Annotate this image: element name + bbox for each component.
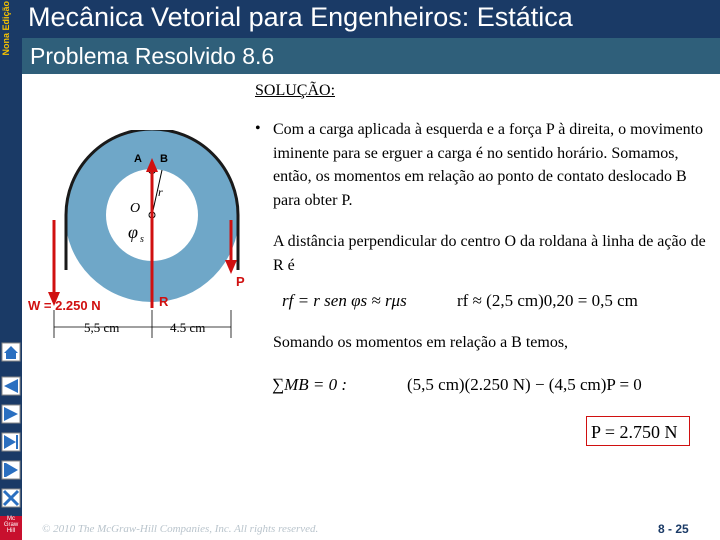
home-icon[interactable] [1, 342, 21, 362]
force-p-arrowhead [225, 260, 237, 274]
subheader-bar [22, 38, 720, 74]
friction-radius-equation [262, 282, 702, 316]
label-r: r [158, 185, 163, 199]
page-number: 8 - 25 [658, 522, 689, 536]
label-o: O [130, 201, 141, 216]
first-page-icon[interactable] [1, 376, 21, 396]
copyright-text: © 2010 The McGraw-Hill Companies, Inc. All rights reserved. [42, 523, 319, 535]
page-title: Mecânica Vetorial para Engenheiros: Estática [28, 2, 573, 32]
perpendicular-distance-text: A distância perpendicular do centro O da roldana à linha de ação de R é [273, 233, 706, 274]
moment-equation [262, 366, 702, 400]
label-r-force: R [159, 294, 169, 309]
answer-text: P = 2.750 N [591, 422, 678, 442]
label-phi-sub: s [140, 234, 144, 245]
label-a: A [134, 153, 142, 165]
label-phi: φ [128, 222, 138, 242]
pulley-diagram [22, 130, 247, 340]
answer-box [586, 416, 690, 446]
label-weight: W = 2.250 N [28, 298, 101, 313]
eq2-left: ∑MB = 0 : [272, 375, 348, 394]
label-p: P [236, 274, 245, 289]
left-sidebar [0, 0, 22, 540]
bullet-marker: • [255, 120, 261, 137]
next-page-icon[interactable] [1, 432, 21, 452]
eq1-right: rf ≈ (2,5 cm)0,20 = 0,5 cm [457, 291, 638, 310]
edition-label: Nona Edição [1, 1, 11, 56]
exit-icon[interactable] [1, 488, 21, 508]
header-bar [22, 0, 720, 38]
bullet-text: Com a carga aplicada à esquerda e a força P à direita, o movimento iminente para se erguer a carga é no sentido horário. Somamos, então, os momentos em relação ao ponto de contato deslocado B para obter P. [273, 121, 704, 209]
last-page-icon[interactable] [1, 460, 21, 480]
dim-label-left: 5,5 cm [84, 320, 120, 335]
dim-label-right: 4.5 cm [170, 320, 206, 335]
eq2-right: (5,5 cm)(2.250 N) − (4,5 cm)P = 0 [407, 375, 642, 394]
eq1-left: rf = r sen φs ≈ rμs [282, 291, 407, 310]
solution-label: SOLUÇÃO: [255, 82, 336, 99]
label-b: B [160, 153, 168, 165]
problem-title: Problema Resolvido 8.6 [30, 43, 275, 69]
moments-text: Somando os momentos em relação a B temos, [273, 334, 569, 351]
publisher-logo: Mc Graw Hill [0, 516, 22, 540]
previous-page-icon[interactable] [1, 404, 21, 424]
